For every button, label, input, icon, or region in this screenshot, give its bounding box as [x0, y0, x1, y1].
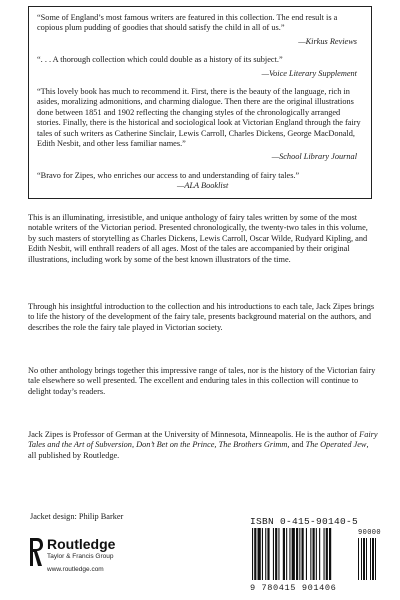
- publisher-name: Routledge: [47, 536, 116, 552]
- review-source: —Voice Literary Supplement: [261, 68, 357, 78]
- review-source: —Kirkus Reviews: [298, 36, 357, 46]
- publisher-logo: [28, 534, 168, 582]
- review-quote: “. . . A thorough collection which could double as a history of its subject.”: [37, 55, 283, 65]
- isbn-label: ISBN 0-415-90140-5: [250, 516, 359, 527]
- author-books-title: The Operated Jew: [305, 440, 367, 450]
- author-books-title: Fairy Tales and the Art of Subversion, Don’t Bet on the Prince, The Brothers Grimm: [28, 430, 378, 450]
- barcode-digits: 9 780415 901406: [250, 583, 337, 593]
- review-quote: “This lovely book has much to recommend it. First, there is the beauty of the language, rich in asides, moralizing admonitions, and charming dialogue. Then there are the original illustrations done between 1851 and 1902 reflecting the changing styles of the chronologically arranged stories. Finally, there is the historical and sociological look at Victorian England through the fairy tales of such writers as Catherine Sinclair, Lewis Carroll, Charles Dickens, George MacDonald, Edith Nesbit, and other less familiar names.”: [37, 87, 361, 149]
- review-source: —School Library Journal: [271, 152, 357, 162]
- review-box-1: [28, 6, 372, 199]
- author-bio-text: , and: [287, 440, 306, 450]
- publisher-group: Taylor & Francis Group: [47, 553, 114, 560]
- review-quote: [37, 171, 363, 192]
- barcode-addon-digits: 90000: [358, 529, 382, 537]
- description-paragraph-3: No other anthology brings together this impressive range of tales, nor is the history of the Victorian fairy tale elsewhere so well presented. The excellent and enduring tales in this collection will continue to delight today’s readers.: [28, 366, 376, 396]
- author-bio-text: , all published by Routledge.: [28, 440, 369, 460]
- routledge-r-icon: [28, 536, 44, 570]
- publisher-url: www.routledge.com: [47, 566, 104, 573]
- review-quote: “Some of England’s most famous writers are featured in this collection. The end result is a copious plum pudding of goodies that should satisfy the child in all of us.”: [37, 13, 338, 33]
- author-bio: [28, 430, 378, 461]
- author-bio-text: Jack Zipes is Professor of German at the University of Minnesota, Minneapolis. He is the author of: [28, 430, 360, 439]
- description-paragraph-1: This is an illuminating, irresistible, and unique anthology of fairy tales written by some of the most notable writers of the Victorian period. Presented chronologically, the twenty-two tales in this volume, by such masters of storytelling as Charles Dickens, Lewis Carroll, Oscar Wilde, Rudyard Kipling, and Edith Nesbit, will enthrall readers of all ages. Most of the tales are accompanied by their original illustrations, including work by some of the best known illustrators of the time.: [28, 213, 368, 264]
- description-paragraph-2: Through his insightful introduction to the collection and his introductions to each tale, Jack Zipes brings to life the history of the development of the fairy tale, presents background material on the authors, and describes the role the fairy tale played in Victorian society.: [28, 302, 375, 332]
- review-source: —ALA Booklist: [177, 181, 229, 191]
- review-quote-text: “Bravo for Zipes, who enriches our access to and understanding of fairy tales.”: [37, 170, 300, 180]
- jacket-design-credit: Jacket design: Philip Barker: [30, 512, 124, 521]
